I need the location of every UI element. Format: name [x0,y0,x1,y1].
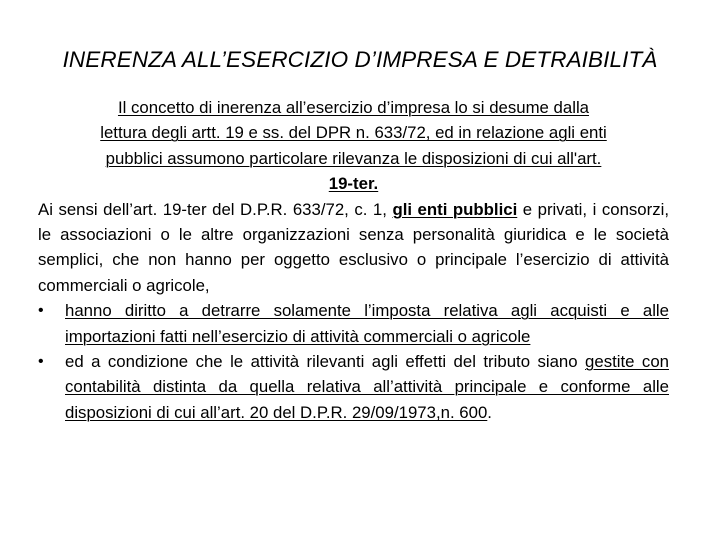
lead-paragraph [38,95,669,197]
paragraph-intro: Ai sensi dell’art. 19-ter del D.P.R. 633/72, c. 1, [38,199,393,219]
bullet-item [38,298,669,349]
lead-line-2: lettura degli artt. 19 e ss. del DPR n. 633/72, ed in relazione agli enti [100,123,607,143]
bullet-text: hanno diritto a detrarre solamente l’imposta relativa agli acquisti e alle importazioni fatti nell’esercizio di attività commerciali o agricole [65,301,669,346]
bullet-icon: • [38,353,44,371]
bullet-text-underlined: gestite con contabilità distinta da quella relativa all’attività principale e conforme alle disposizioni di cui all’art. 20 del D.P.R. 29/09/1973,n. 600 [65,352,669,422]
bullet-item [38,349,669,425]
bullet-icon: • [38,302,44,320]
lead-line-4: 19-ter. [328,174,379,194]
paragraph-emphasis: gli enti pubblici [392,199,518,219]
lead-line-1: Il concetto di inerenza all’esercizio d’impresa lo si desume dalla [117,98,590,117]
slide-content [38,95,669,425]
slide-title: INERENZA ALL’ESERCIZIO D’IMPRESA E DETRAIBILITÀ [62,47,658,72]
lead-line-3: pubblici assumono particolare rilevanza le disposizioni di cui all'art. [105,148,602,168]
bullet-text-plain: ed a condizione che le attività rilevanti agli effetti del tributo siano [65,352,586,372]
paragraph-rest: e privati, i consorzi, le associazioni o le altre organizzazioni senza personalità giuridica e le società semplici, che non hanno per oggetto esclusivo o principale l’esercizio di attività commerciali o agricole, [38,199,669,295]
body-paragraph [38,197,669,299]
bullet-list [38,298,669,425]
bullet-text-trailing: . [487,402,492,422]
